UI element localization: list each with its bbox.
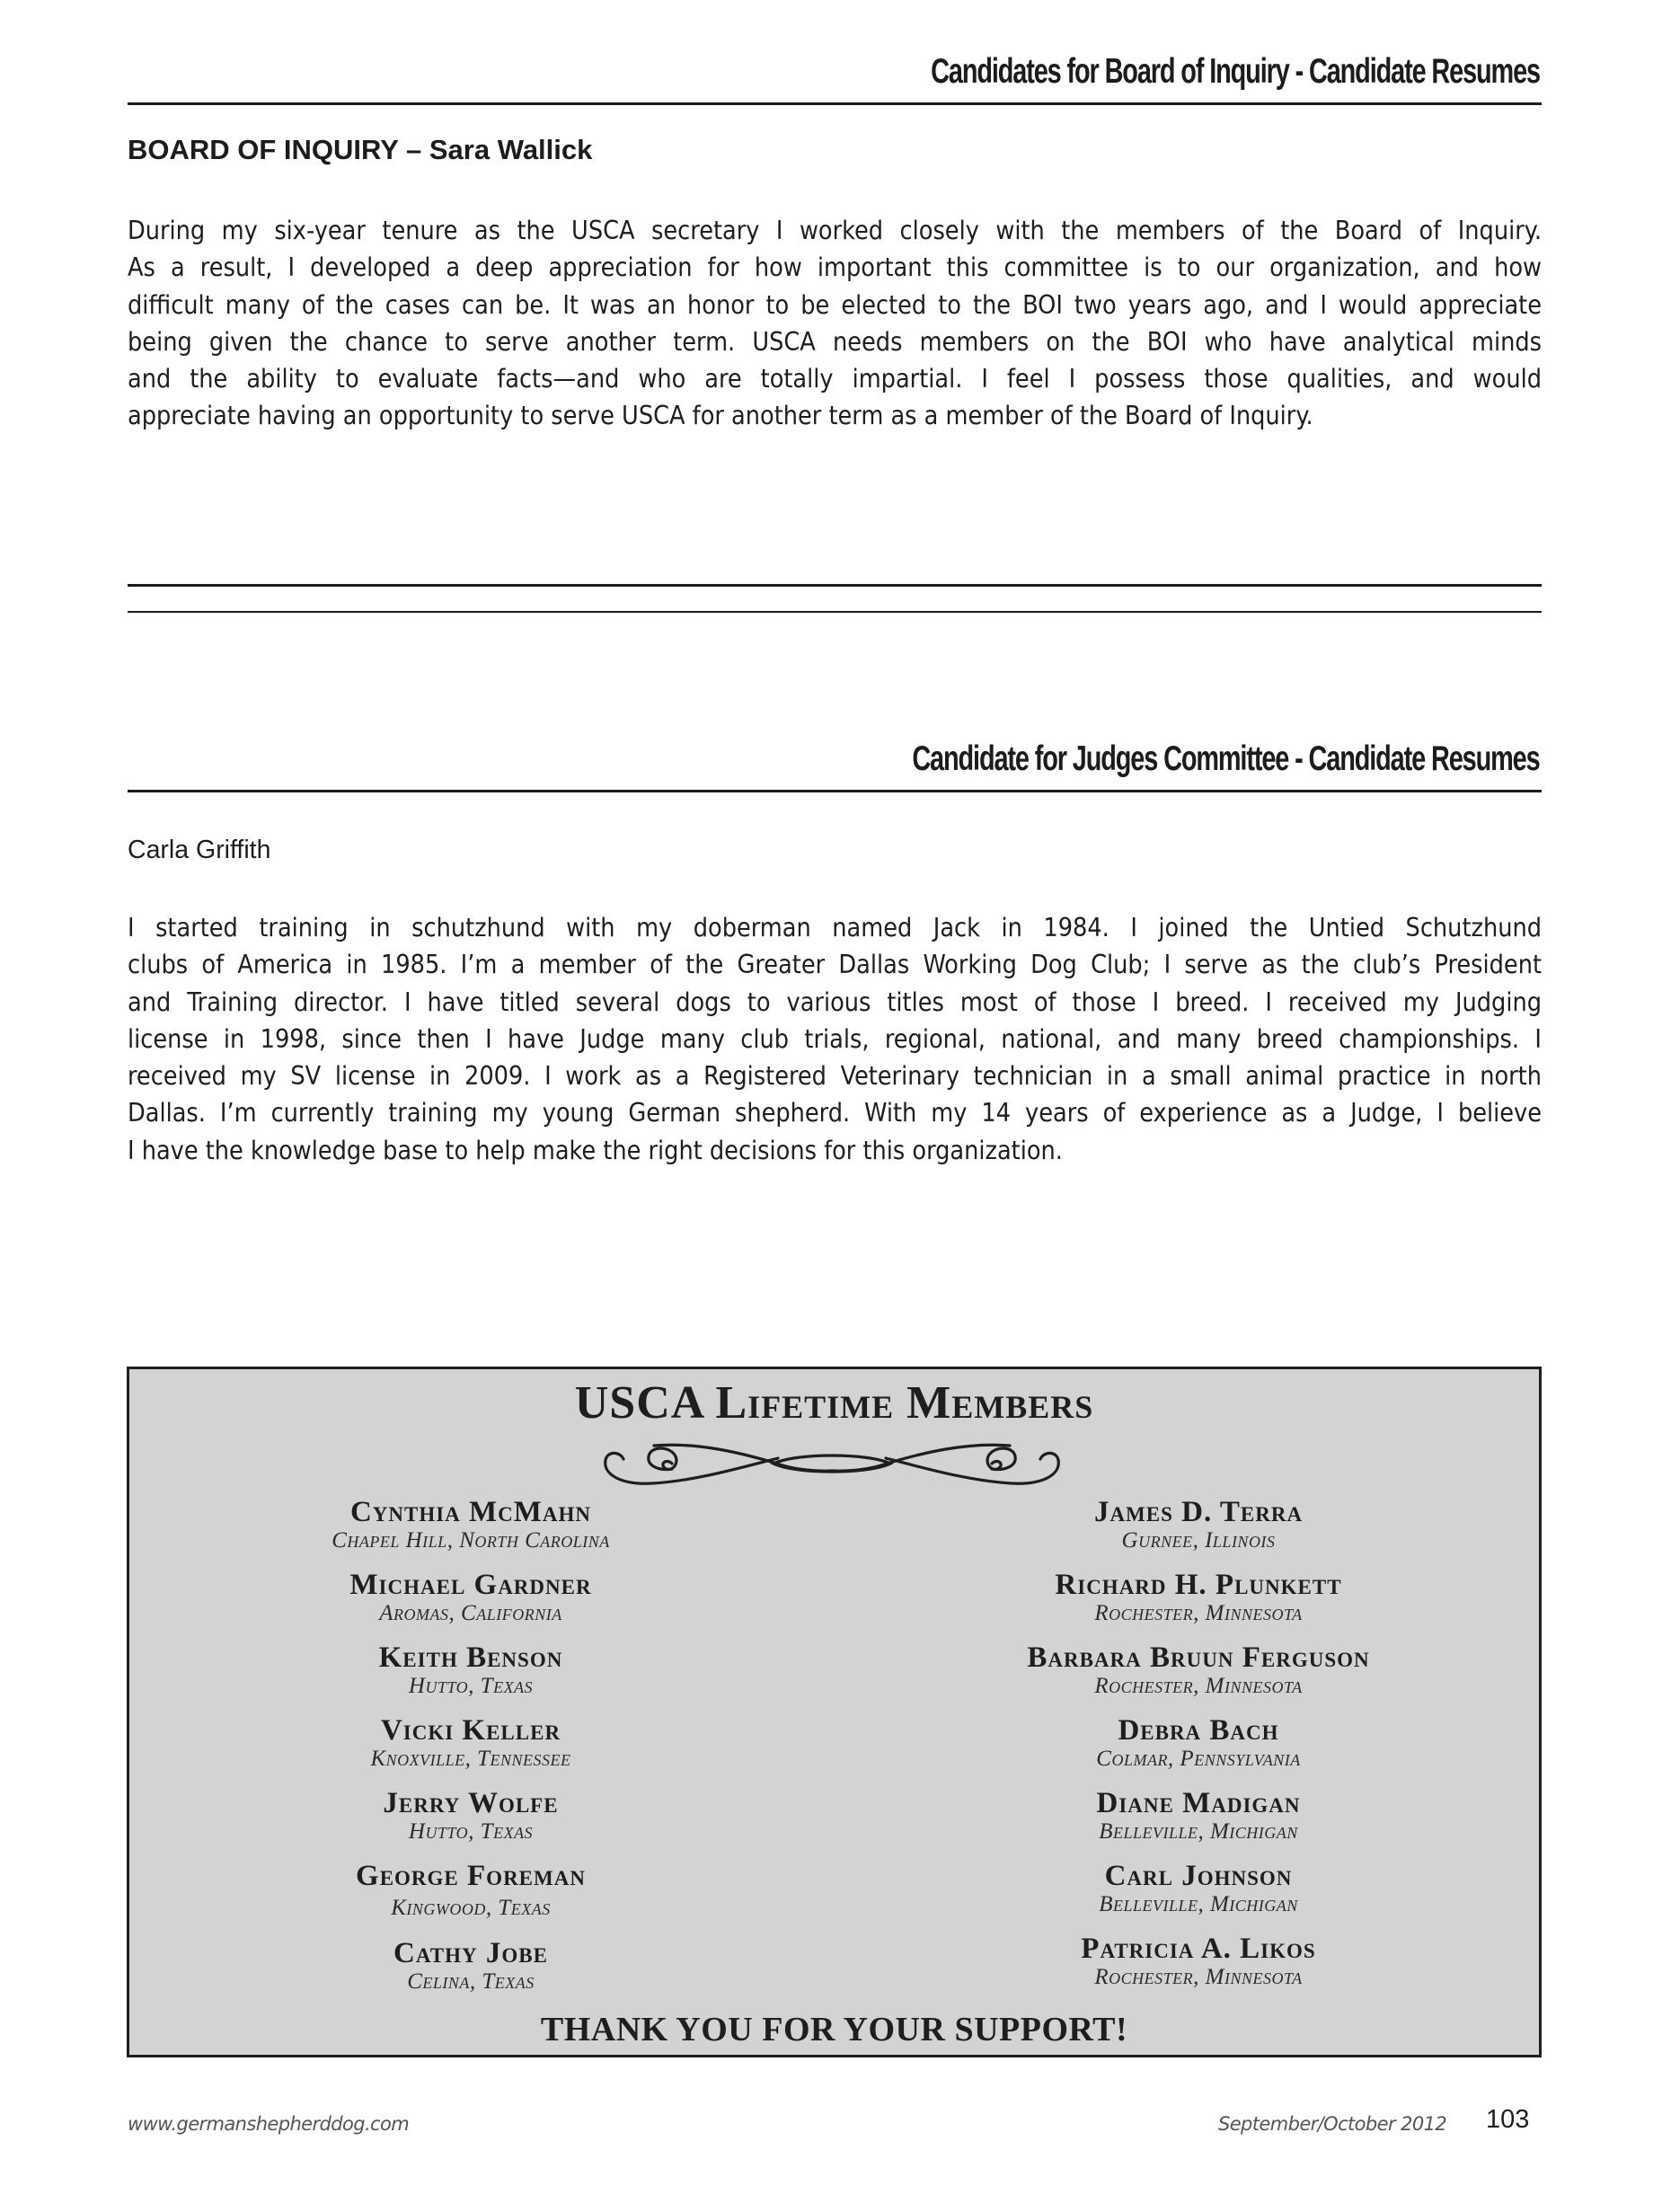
member-location: Aromas, California (379, 1601, 562, 1625)
text-line: I started training in schutzhund with my doberman named Jack in 1984. I joined the Untied Schutzhund (128, 913, 1542, 942)
text-line: As a result, I developed a deep appreciation for how important this committee is to our organization, and how (128, 252, 1542, 283)
text-line: being given the chance to serve another term. USCA needs members on the BOI who have analytical minds (128, 326, 1542, 357)
candidate-subheading: BOARD OF INQUIRY – Sara Wallick (128, 134, 593, 165)
member-entry (929, 1641, 1468, 1714)
member-location: Hutto, Texas (408, 1819, 534, 1844)
member-location: Knoxville, Tennessee (370, 1747, 571, 1771)
text-line: Dallas. I’m currently training my young German shepherd. With my 14 years of experience as a Judge, I believe (128, 1098, 1542, 1128)
member-name: Carl Johnson (1104, 1860, 1293, 1892)
members-column-left (201, 1496, 740, 2010)
member-location: Gurnee, Illinois (1121, 1528, 1276, 1553)
header-rule (128, 790, 1542, 792)
member-name: Vicki Keller (380, 1714, 561, 1747)
member-location: Hutto, Texas (408, 1674, 534, 1698)
footer-issue-date: September/October 2012 (1218, 2113, 1447, 2135)
member-entry (201, 1714, 740, 1787)
member-entry (929, 1496, 1468, 1569)
section-divider-bottom (128, 611, 1542, 613)
member-name: Patricia A. Likos (1081, 1933, 1316, 1965)
section-header-board-of-inquiry: Candidates for Board of Inquiry - Candidate Resumes (931, 52, 1540, 91)
member-name: Jerry Wolfe (383, 1787, 559, 1819)
member-location: Kingwood, Texas (391, 1896, 551, 1920)
candidate-statement-griffith (128, 909, 1542, 1169)
member-entry (929, 1569, 1468, 1641)
member-name: Debra Bach (1118, 1714, 1279, 1747)
thank-you-message: THANK YOU FOR YOUR SUPPORT! (540, 2011, 1128, 2048)
text-line: received my SV license in 2009. I work as a Registered Veterinary technician in a small animal practice in north (128, 1061, 1542, 1092)
text-line: clubs of America in 1985. I’m a member of the Greater Dallas Working Dog Club; I serve as the club’s President (128, 950, 1542, 980)
member-location: Rochester, Minnesota (1094, 1601, 1303, 1625)
member-entry (201, 1937, 740, 2010)
header-rule (128, 102, 1542, 105)
member-name: Michael Gardner (349, 1569, 592, 1601)
member-entry (201, 1641, 740, 1714)
member-location: Colmar, Pennsylvania (1096, 1747, 1301, 1771)
member-entry (929, 1714, 1468, 1787)
member-name: Cynthia McMahn (349, 1496, 592, 1528)
lifetime-members-box (127, 1367, 1542, 2057)
section-header-judges-committee: Candidate for Judges Committee - Candidate Resumes (912, 739, 1540, 778)
member-entry (201, 1787, 740, 1860)
member-entry (201, 1569, 740, 1641)
member-entry (929, 1933, 1468, 2005)
member-name: Richard H. Plunkett (1055, 1569, 1342, 1601)
member-name: Barbara Bruun Ferguson (1027, 1641, 1370, 1674)
text-line: and Training director. I have titled several dogs to various titles most of those I breed. I received my Judging (128, 987, 1542, 1017)
candidate-statement-wallick (128, 212, 1542, 435)
member-entry (201, 1860, 740, 1937)
text-line: license in 1998, since then I have Judge many club trials, regional, national, and many breed championships. I (128, 1023, 1542, 1054)
text-line: and the ability to evaluate facts—and who are totally impartial. I feel I possess those qualities, and would (128, 364, 1542, 394)
lifetime-members-title: USCA Lifetime Members (574, 1377, 1094, 1429)
text-line: I have the knowledge base to help make the right decisions for this organization. (128, 1135, 1063, 1165)
candidate-name: Carla Griffith (128, 836, 271, 864)
member-location: Belleville, Michigan (1099, 1819, 1298, 1844)
member-location: Rochester, Minnesota (1094, 1965, 1303, 1989)
member-name: Diane Madigan (1096, 1787, 1301, 1819)
member-location: Belleville, Michigan (1099, 1892, 1298, 1916)
member-entry (929, 1860, 1468, 1933)
text-line: During my six-year tenure as the USCA secretary I worked closely with the members of the Board of Inquiry. (128, 216, 1542, 245)
member-name: George Foreman (356, 1860, 586, 1892)
section-divider-top (128, 584, 1542, 587)
members-column-right (929, 1496, 1468, 2005)
footer-website: www.germanshepherddog.com (128, 2113, 410, 2135)
member-location: Rochester, Minnesota (1094, 1674, 1303, 1698)
text-line: appreciate having an opportunity to serve USCA for another term as a member of the Board of Inquiry. (128, 401, 1313, 431)
text-line: difficult many of the cases can be. It was an honor to be elected to the BOI two years ago, and I would appreciate (128, 289, 1542, 320)
member-location: Chapel Hill, North Carolina (332, 1528, 610, 1553)
member-entry (929, 1787, 1468, 1860)
member-name: James D. Terra (1093, 1496, 1304, 1528)
member-location: Celina, Texas (407, 1969, 535, 1994)
member-name: Cathy Jobe (393, 1937, 548, 1969)
member-entry (201, 1496, 740, 1569)
scroll-flourish-icon (589, 1440, 1074, 1489)
page-number: 103 (1486, 2105, 1530, 2134)
member-name: Keith Benson (378, 1641, 563, 1674)
